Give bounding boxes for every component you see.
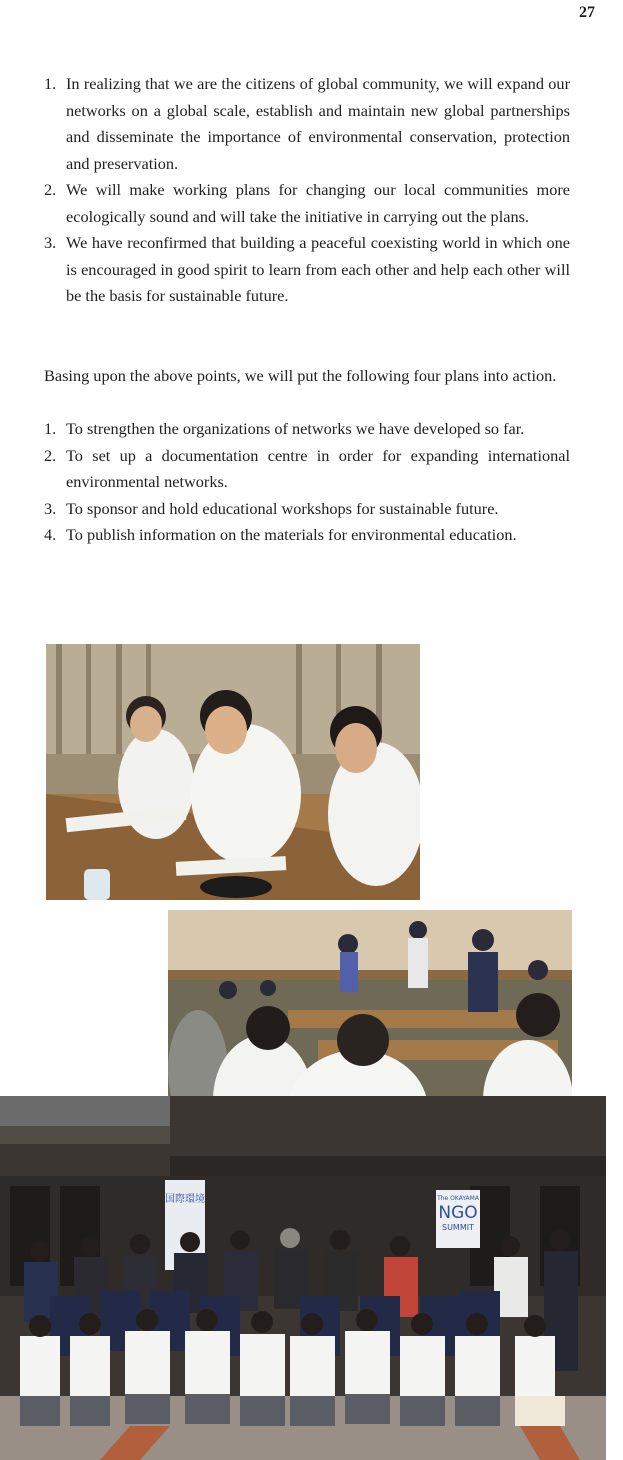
list-item	[44, 522, 570, 549]
list-text: To strengthen the organizations of networks we have developed so far.	[66, 419, 525, 438]
svg-text:NGO: NGO	[438, 1203, 478, 1223]
photo-group-outdoor	[0, 1096, 606, 1460]
list-item	[44, 177, 570, 230]
photo-students-at-table	[46, 644, 420, 900]
list-text: We will make working plans for changing our local communities more ecologically sound and will take the initiative in carrying out the plans.	[66, 180, 570, 226]
resolutions-list	[44, 71, 570, 310]
plans-list	[44, 416, 570, 549]
list-number: 1.	[44, 419, 57, 438]
list-number: 4.	[44, 525, 57, 544]
list-number: 3.	[44, 233, 57, 252]
list-number: 3.	[44, 498, 57, 518]
list-text: To set up a documentation centre in order for expanding international environmental networks.	[66, 445, 570, 491]
list-number: 1.	[44, 74, 57, 93]
list-text: To sponsor and hold educational workshops for sustainable future.	[66, 498, 499, 518]
list-text: In realizing that we are the citizens of global community, we will expand our networks on a global scale, establish and maintain new global partnerships and disseminate the importance of environmental conservation, protection and preservation.	[66, 74, 570, 173]
list-text: To publish information on the materials for environmental education.	[66, 525, 517, 544]
list-item	[44, 416, 570, 443]
page-number: 27	[579, 4, 595, 21]
list-item	[44, 496, 570, 523]
svg-text:The OKAYAMA: The OKAYAMA	[437, 1195, 479, 1202]
plans-intro: Basing upon the above points, we will put the following four plans into action.	[44, 366, 557, 385]
list-item	[44, 443, 570, 496]
banner-left-text: 国際環境	[165, 1194, 205, 1205]
list-number: 2.	[44, 180, 57, 199]
list-item	[44, 230, 570, 310]
svg-text:SUMMIT: SUMMIT	[442, 1223, 474, 1232]
list-number: 2.	[44, 445, 57, 465]
list-item	[44, 71, 570, 177]
list-text: We have reconfirmed that building a peaceful coexisting world in which one is encouraged in good spirit to learn from each other and help each other will be the basis for sustainable future.	[66, 233, 570, 305]
